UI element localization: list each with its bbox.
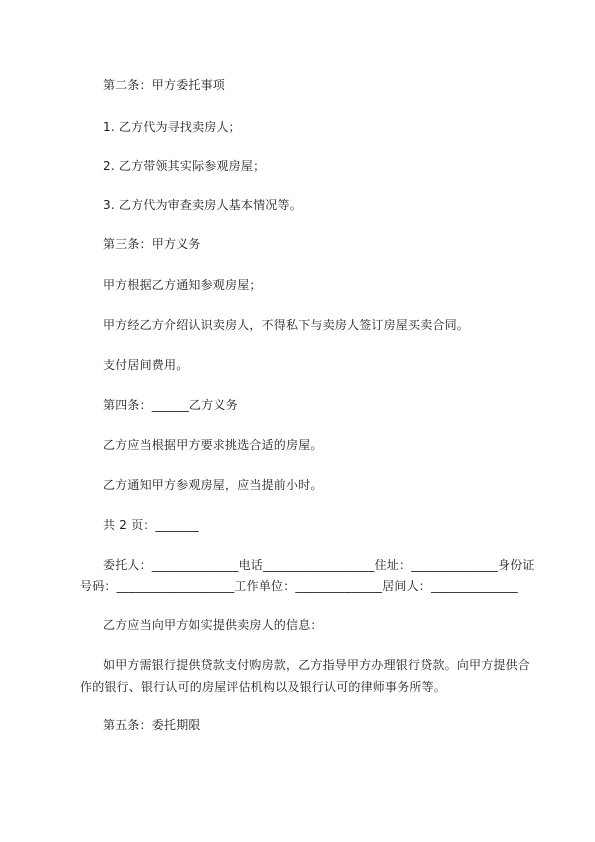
section-heading-article-5: 第五条：委托期限 — [103, 718, 201, 732]
list-item: 2. 乙方带领其实际参观房屋； — [103, 159, 266, 173]
page-count-line: 共 2 页：_______ — [103, 518, 199, 532]
list-item: 3. 乙方代为审查卖房人基本情况等。 — [103, 198, 302, 212]
paragraph: 乙方通知甲方参观房屋，应当提前小时。 — [103, 478, 323, 492]
paragraph: 如甲方需银行提供贷款支付购房款，乙方指导甲方办理银行贷款。向甲方提供合 — [103, 658, 531, 672]
paragraph: 乙方应当向甲方如实提供卖房人的信息： — [103, 618, 323, 632]
paragraph: 甲方经乙方介绍认识卖房人，不得私下与卖房人签订房屋买卖合同。 — [103, 318, 470, 332]
section-heading-article-4: 第四条：______乙方义务 — [103, 398, 238, 412]
paragraph: 作的银行、银行认可的房屋评估机构以及银行认可的律师事务所等。 — [80, 680, 447, 694]
paragraph: 甲方根据乙方通知参观房屋； — [103, 278, 262, 292]
section-heading-article-2: 第二条：甲方委托事项 — [103, 78, 226, 92]
paragraph: 乙方应当根据甲方要求挑选合适的房屋。 — [103, 438, 323, 452]
paragraph: 支付居间费用。 — [103, 358, 189, 372]
section-heading-article-3: 第三条：甲方义务 — [103, 237, 201, 251]
signature-fields-line: 号码：___________________工作单位：______________居间人：______________ — [80, 579, 518, 593]
list-item: 1. 乙方代为寻找卖房人； — [103, 120, 241, 134]
signature-fields-line: 委托人：______________电话__________________住址：______________身份证 — [103, 558, 535, 572]
